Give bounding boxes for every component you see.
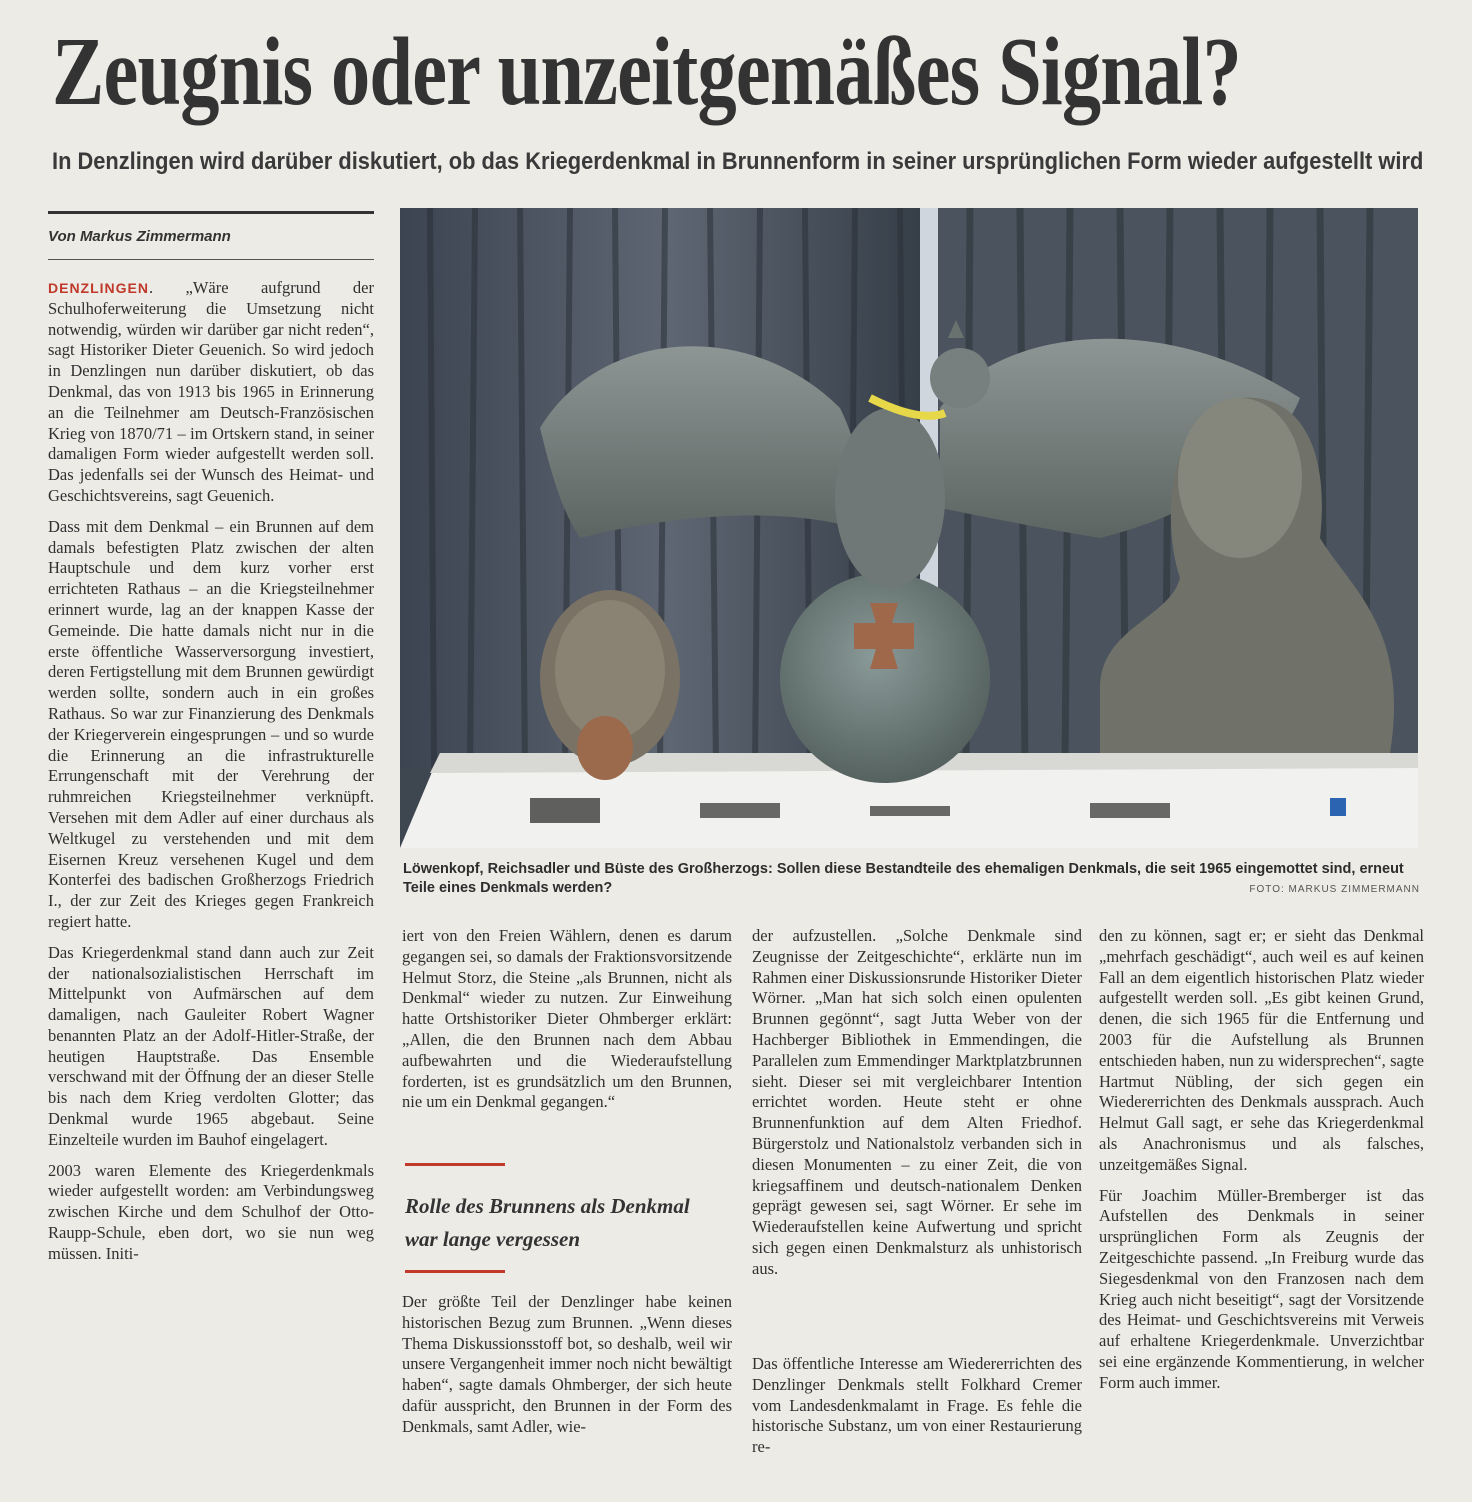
article-column-2-continued <box>402 1292 732 1438</box>
body-paragraph: Das öffentliche Interesse am Wiedererrichten des Denzlinger Denkmals stellt Folkhard Cremer vom Landesdenkmalamt in Frage. Es fehle die historische Substanz, um von einer Restaurierung re- <box>752 1354 1082 1457</box>
article-column-2 <box>402 926 732 1113</box>
body-paragraph: der aufzustellen. „Solche Denkmale sind Zeugnisse der Zeitgeschichte“, erklärte nun im Rahmen einer Diskussionsrunde Historiker Dieter Wörner. „Man hat sich solch einen opulenten Brunnen gegönnt“, sagt Jutta Weber von der Hachberger Bibliothek in Emmendingen, die Parallelen zum Emmendinger Marktplatzbrunnen sieht. Dieser sei mit vergleichbarer Intention errichtet worden. Heute steht er ohne Brunnenfunktion auf dem Alten Friedhof. Bürgerstolz und Nationalstolz verbanden sich in diesen Monumenten – zu einer Zeit, die von kriegsaffinem und deutsch-nationalem Denken geprägt gewesen sei, sagt Wörner. Er sehe im Wiederaufstellen keine Aufwertung und spricht sich gegen einen Denkmalsturz als unhistorisch aus. <box>752 926 1082 1278</box>
body-paragraph: Der größte Teil der Denzlinger habe keinen historischen Bezug zum Brunnen. „Wenn dieses Thema Diskussionsstoff bot, so deshalb, weil wir unsere Vergangenheit immer noch nicht bewältigt haben“, sagte damals Ohmberger, der sich heute dafür ausspricht, den Brunnen in der Form des Denkmals, samt Adler, wie- <box>402 1292 732 1436</box>
photo-denkmal-parts <box>400 208 1418 848</box>
byline-bottom-rule <box>48 259 374 260</box>
body-paragraph: Für Joachim Müller-Bremberger ist das Aufstellen des Denkmals in seiner ursprünglichen Form als Zeugnis der Zeitgeschichte passend. „In Freiburg wurde das Siegesdenkmal von den Franzosen nach dem Krieg auch nicht beseitigt“, sagt der Vorsitzende des Heimat- und Geschichtsvereins mit Verweis auf erhaltene Kriegerdenkmale. Unverzichtbar sei eine ergänzende Kommentierung, in welcher Form auch immer. <box>1099 1185 1424 1392</box>
subhead-top-rule <box>405 1163 505 1166</box>
subheadline: In Denzlingen wird darüber diskutiert, ob das Kriegerdenkmal in Brunnenform in seiner ursprünglichen Form wieder aufgestellt wird <box>52 148 1424 175</box>
subhead-bottom-rule <box>405 1270 505 1273</box>
body-paragraph: den zu können, sagt er; er sieht das Denkmal „mehrfach geschädigt“, auch weil es auf keinen Fall an dem eigentlich historischen Platz wieder aufgestellt werden soll. „Es gibt keinen Grund, denen, die sich 1965 für die Entfernung und 2003 für die Aufstellung als Brunnen entschieden haben, nun zu widersprechen“, sagte Hartmut Nübling, der sich gegen ein Wiedererrichten des Denkmals aussprach. Auch Helmut Gall sagt, er sehe das Kriegerdenkmal als Anachronismus und als falsches, unzeitgemäßes Signal. <box>1099 926 1424 1174</box>
lead-text: . „Wäre aufgrund der Schulhoferweiterung die Umsetzung nicht notwendig, würden wir darüber gar nicht reden“, sagt Historiker Dieter Geuenich. So wird jedoch in Denzlingen nun darüber diskutiert, ob das Denkmal, das von 1913 bis 1965 in Erinnerung an die Teilnehmer am Deutsch-Französischen Krieg von 1870/71 – im Ortskern stand, in seiner damaligen Form wieder aufgestellt werden soll. Das jedenfalls sei der Wunsch des Heimat- und Geschichtsvereins, sagt Geuenich. <box>48 278 374 505</box>
body-paragraph: 2003 waren Elemente des Kriegerdenkmals wieder aufgestellt worden: am Verbindungsweg zwischen Kirche und dem Schulhof der Otto-Raupp-Schule, eben dort, wo sie nun weg müssen. Initi- <box>48 1160 374 1263</box>
lead-paragraph <box>48 278 374 507</box>
article-column-3 <box>752 926 1082 1280</box>
article-column-3-continued <box>752 1354 1082 1458</box>
body-paragraph: Dass mit dem Denkmal – ein Brunnen auf dem damals befestigten Platz zwischen der alten Hauptschule und dem kurz vorher erst errichteten Rathaus – an die Kriegsteilnehmer erinnert wurde, lag an der knappen Kasse der Gemeinde. Die hatte damals nicht nur in die erste öffentliche Wasserversorgung investiert, deren Fertigstellung mit dem Brunnen gewürdigt werden sollte, sondern auch in ein großes Rathaus. So war zur Finanzierung des Denkmals der Kriegerverein eingesprungen – und so wurde die Erinnerung an die infrastrukturelle Errungenschaft mit der Verehrung der ruhmreichen Kriegsteilnehmer verknüpft. Versehen mit dem Adler auf einer durchaus als Weltkugel zu verstehenden und mit dem Eisernen Kreuz versehenen Kugel und dem Konterfei des badischen Großherzogs Friedrich I., der zur Zeit des Krieges gegen Frankreich regiert hatte. <box>48 516 374 931</box>
article-column-4 <box>1099 926 1424 1466</box>
section-subhead: Rolle des Brunnens als Denkmal war lange vergessen <box>405 1194 690 1251</box>
byline-top-rule <box>48 211 374 214</box>
photo-illustration <box>400 208 1418 848</box>
byline: Von Markus Zimmermann <box>48 228 231 245</box>
headline: Zeugnis oder unzeitgemäßes Signal? <box>52 18 1241 126</box>
body-paragraph: iert von den Freien Wählern, denen es darum gegangen sei, so damals der Fraktionsvorsitzende Helmut Storz, die Steine „als Brunnen, nicht als Denkmal“ wieder zu nutzen. Zur Einweihung hatte Ortshistoriker Dieter Ohmberger erklärt: „Allen, die den Brunnen nach dem Abbau aufbewahrten und die Wiederaufstellung forderten, ist es grundsätzlich um den Brunnen, nie um ein Denkmal gegangen.“ <box>402 926 732 1112</box>
dateline: DENZLINGEN <box>48 280 149 296</box>
photo-caption: Löwenkopf, Reichsadler und Büste des Großherzogs: Sollen diese Bestandteile des ehemaligen Denkmals, die seit 1965 eingemottet sind, erneut Teile eines Denkmals werden? <box>403 861 1404 896</box>
body-paragraph: Das Kriegerdenkmal stand dann auch zur Zeit der nationalsozialistischen Herrschaft im Mittelpunkt von Aufmärschen auf dem damaligen, nach Gauleiter Robert Wagner benannten Platz an der Adolf-Hitler-Straße, der heutigen Hauptstraße. Das Ensemble verschwand mit der Öffnung der an dieser Stelle bis nach dem Krieg verdolten Glotter; das Denkmal wurde 1965 abgebaut. Seine Einzelteile wurden im Bauhof eingelagert. <box>48 942 374 1149</box>
photo-credit: FOTO: MARKUS ZIMMERMANN <box>1249 884 1420 895</box>
article-column-1 <box>48 278 374 1478</box>
